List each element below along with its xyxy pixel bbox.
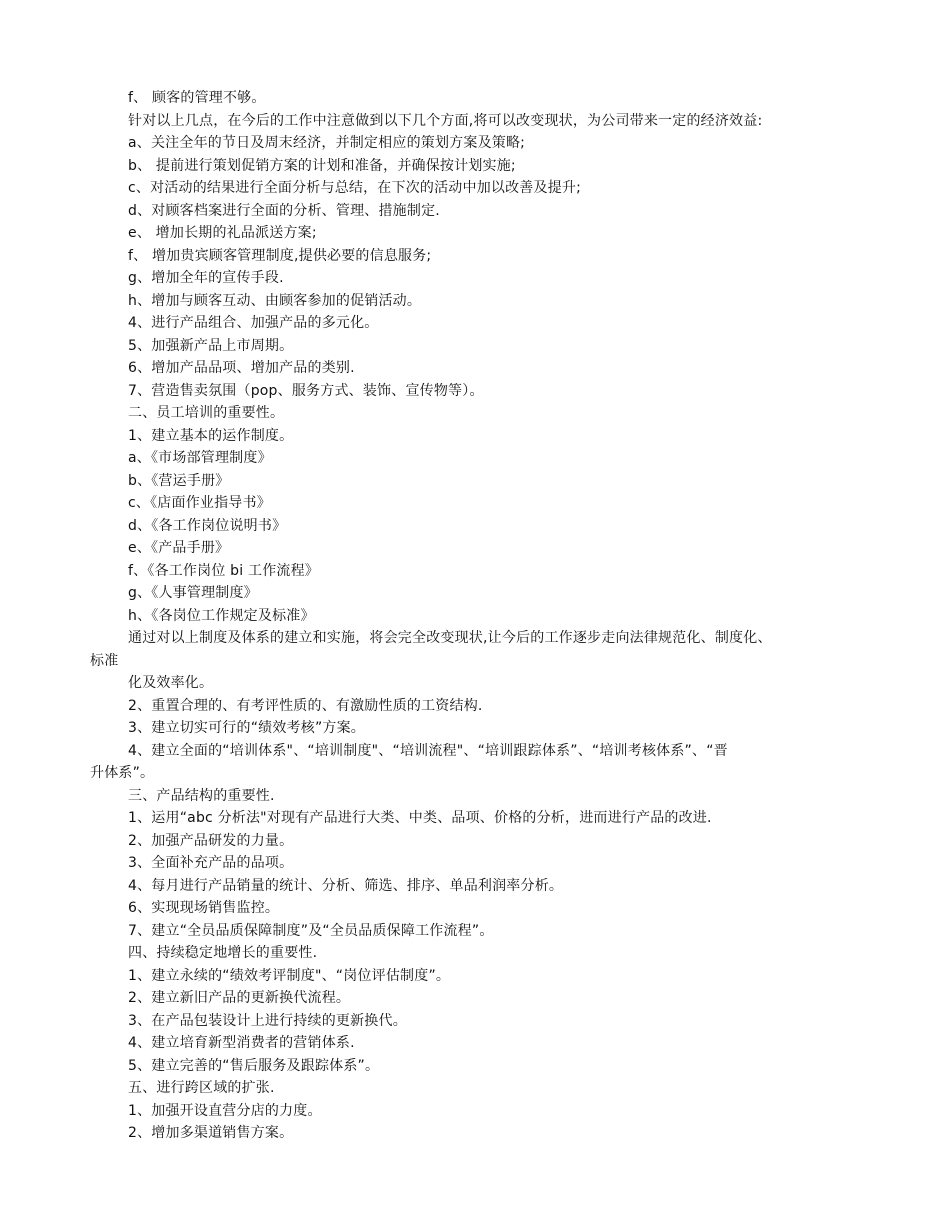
text-line: 2、重置合理的、有考评性质的、有激励性质的工资结构. xyxy=(128,697,483,714)
text-line: 1、加强开设直营分店的力度。 xyxy=(128,1102,322,1119)
text-line: 3、建立切实可行的“绩效考核”方案。 xyxy=(128,720,366,736)
text-line: 化及效率化。 xyxy=(128,675,214,691)
text-line: 2、加强产品研发的力量。 xyxy=(128,832,294,849)
text-line: 6、实现现场销售监控。 xyxy=(128,900,280,916)
text-line: 7、建立“全员品质保障制度”及“全员品质保障工作流程”。 xyxy=(128,922,494,939)
text-line: 5、加强新产品上市周期。 xyxy=(128,337,294,354)
text-line: e、 增加长期的礼品派送方案; xyxy=(128,225,317,241)
text-line: 6、增加产品品项、增加产品的类别. xyxy=(128,360,355,376)
text-line: g、《人事管理制度》 xyxy=(128,585,258,601)
text-line: 标准 xyxy=(90,652,119,669)
text-line: 4、建立全面的“培训体系"、“培训制度"、“培训流程"、“培训跟踪体系”、“培训考核体系”、“晋 xyxy=(128,742,728,759)
text-line: d、《各工作岗位说明书》 xyxy=(128,517,287,534)
text-line: b、《营运手册》 xyxy=(128,472,230,489)
text-line: e、《产品手册》 xyxy=(128,540,230,556)
text-line: c、对活动的结果进行全面分析与总结，在下次的活动中加以改善及提升; xyxy=(128,180,582,196)
text-line: 2、增加多渠道销售方案。 xyxy=(128,1125,294,1141)
text-line: 3、在产品包装设计上进行持续的更新换代。 xyxy=(128,1012,407,1029)
text-line: b、 提前进行策划促销方案的计划和准备，并确保按计划实施; xyxy=(128,157,516,174)
text-line: 3、全面补充产品的品项。 xyxy=(128,855,294,871)
text-line: c、《店面作业指导书》 xyxy=(128,495,271,511)
text-line: h、《各岗位工作规定及标准》 xyxy=(128,607,315,624)
text-line: 4、进行产品组合、加强产品的多元化。 xyxy=(128,315,379,331)
text-line: g、增加全年的宣传手段. xyxy=(128,270,284,286)
text-line: f、《各工作岗位 bi 工作流程》 xyxy=(128,562,320,579)
text-line: 4、建立培育新型消费者的营销体系. xyxy=(128,1035,355,1051)
text-line: 2、建立新旧产品的更新换代流程。 xyxy=(128,990,351,1006)
text-line: a、关注全年的节日及周末经济，并制定相应的策划方案及策略; xyxy=(128,135,526,151)
text-line: 三、产品结构的重要性. xyxy=(128,787,275,804)
text-line: 通过对以上制度及体系的建立和实施，将会完全改变现状,让今后的工作逐步走向法律规范化、制度化、 xyxy=(128,630,772,646)
text-line: 5、建立完善的“售后服务及跟踪体系”。 xyxy=(128,1057,380,1074)
text-line: 1、建立基本的运作制度。 xyxy=(128,427,294,444)
text-line: 四、持续稳定地增长的重要性. xyxy=(128,945,318,961)
text-line: 二、员工培训的重要性。 xyxy=(128,405,285,421)
text-line: 7、营造售卖氛围（pop、服务方式、装饰、宣传物等）。 xyxy=(128,382,484,399)
text-line: 1、运用“abc 分析法"对现有产品进行大类、中类、品项、价格的分析，进而进行产品的改进. xyxy=(128,810,712,826)
text-line: a、《市场部管理制度》 xyxy=(128,450,272,466)
text-line: 五、进行跨区域的扩张. xyxy=(128,1080,275,1096)
text-line: 针对以上几点，在今后的工作中注意做到以下几个方面,将可以改变现状，为公司带来一定的经济效益: xyxy=(128,112,763,129)
text-line: f、 顾客的管理不够。 xyxy=(128,90,266,106)
text-line: f、 增加贵宾顾客管理制度,提供必要的信息服务; xyxy=(128,247,432,264)
text-line: 4、每月进行产品销量的统计、分析、筛选、排序、单品利润率分析。 xyxy=(128,877,564,894)
text-line: 升体系”。 xyxy=(90,765,155,781)
text-line: h、增加与顾客互动、由顾客参加的促销活动。 xyxy=(128,292,422,309)
text-line: d、对顾客档案进行全面的分析、管理、措施制定. xyxy=(128,202,440,219)
text-line: 1、建立永续的“绩效考评制度"、“岗位评估制度”。 xyxy=(128,967,451,984)
